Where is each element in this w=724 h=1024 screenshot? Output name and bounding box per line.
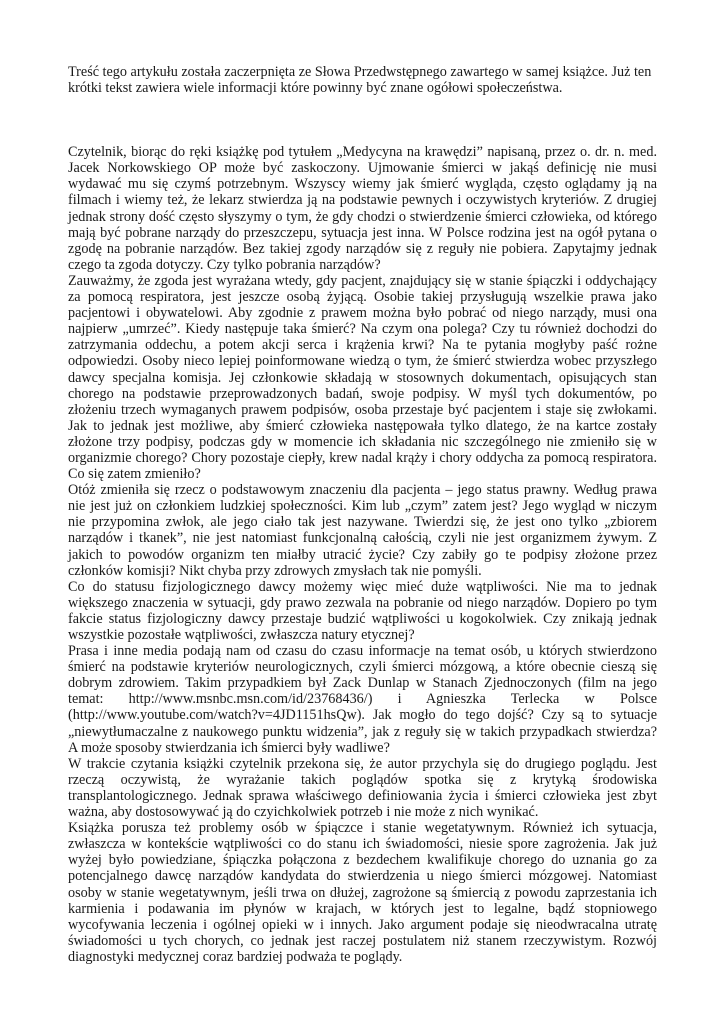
body-paragraph-6: W trakcie czytania książki czytelnik przekona się, że autor przychyla się do drugiego poglądu. Jest rzeczą oczywistą, że wyrażanie takich poglądów spotka się z krytyką środowiska transplantologicznego. Jednak sprawa właściwego definiowania życia i śmierci człowieka jest zbyt ważna, aby dostosowywać ją do czyichkolwiek potrzeb i nie może z nich wynikać.: [68, 755, 657, 821]
body-paragraph-5: Prasa i inne media podają nam od czasu do czasu informacje na temat osób, u których stwierdzono śmierć na podstawie kryteriów neurologicznych, czyli śmierci mózgową, a które obecnie cieszą się dobrym zdrowiem. Takim przypadkiem był Zack Dunlap w Stanach Zjednoczonych (film na jego temat: http://www.msnbc.msn.com/id/23768436/) i Agnieszka Terlecka w Polsce (http://www.youtube.com/watch?v=4JD1151hsQw). Jak mogło do tego dojść? Czy są to sytuacje „niewytłumaczalne z naukowego punktu widzenia”, jak z reguły się w takich przypadkach stwierdza? A może sposoby stwierdzania ich śmierci były wadliwe?: [68, 643, 657, 756]
body-paragraph-7: Książka porusza też problemy osób w śpiączce i stanie wegetatywnym. Również ich sytuacja, zwłaszcza w kontekście wątpliwości co do stanu ich świadomości, niesie spore zagrożenia. Jak już wyżej było powiedziane, śpiączka połączona z bezdechem kwalifikuje chorego do uznania go za potencjalnego dawcę narządów kandydata do stwierdzenia u niego śmierci mózgowej. Natomiast osoby w stanie wegetatywnym, jeśli trwa on dłużej, zagrożone są śmiercią z powodu zaprzestania ich karmienia i podawania im płynów w krajach, w których jest to legalne, bądź stopniowego wycofywania leczenia i ogólnej opieki w i innych. Jako argument podaje się nieodwracalna utratę świadomości u tych chorych, co jednak jest raczej postulatem niż stanem rzeczywistym. Rozwój diagnostyki medycznej coraz bardziej podważa te poglądy.: [68, 820, 657, 965]
body-paragraph-3: Otóż zmieniła się rzecz o podstawowym znaczeniu dla pacjenta – jego status prawny. Według prawa nie jest już on członkiem ludzkiej społeczności. Kim lub „czym” zatem jest? Jego wygląd w niczym nie przypomina zwłok, ale jego ciało tak jest nazywane. Twierdzi się, że jest ono tylko „zbiorem narządów i tkanek”, nie jest natomiast funkcjonalną całością, czyli nie jest organizmem żywym. Z jakich to powodów organizm ten miałby utracić życie? Czy zabiły go te podpisy złożone przez członków komisji? Nikt chyba przy zdrowych zmysłach tak nie pomyśli.: [68, 482, 657, 579]
body-paragraph-2: Zauważmy, że zgoda jest wyrażana wtedy, gdy pacjent, znajdujący się w stanie śpiączki i oddychający za pomocą respiratora, jest jeszcze osobą żyjącą. Osobie takiej przysługują wszelkie prawa jako pacjentowi i obywatelowi. Aby zgodnie z prawem można było pobrać od niego narządy, musi ona najpierw „umrzeć”. Kiedy następuje taka śmierć? Na czym ona polega? Czy tu również dochodzi do zatrzymania oddechu, a potem akcji serca i krążenia krwi? Na te pytania mogłyby paść rożne odpowiedzi. Osoby nieco lepiej poinformowane wiedzą o tym, że śmierć stwierdza wobec przyszłego dawcy specjalna komisja. Jej członkowie składają w stosownych dokumentach, opisujących stan chorego na podstawie przeprowadzonych badań, swoje podpisy. W myśl tych dokumentów, po złożeniu trzech wymaganych prawem podpisów, osoba przestaje być pacjentem i staje się zwłokami. Jak to jednak jest możliwe, aby śmierć człowieka następowała tylko dlatego, że na kartce zostały złożone trzy podpisy, podczas gdy w momencie ich składania nic szczególnego nie zmieniło się w organizmie chorego? Chory pozostaje ciepły, krew nadal krąży i chory oddycha za pomocą respiratora. Co się zatem zmieniło?: [68, 272, 657, 483]
body-paragraph-4: Co do statusu fizjologicznego dawcy możemy więc mieć duże wątpliwości. Nie ma to jednak większego znaczenia w sytuacji, gdy prawo zezwala na pobranie od niego narządów. Dopiero po tym fakcie status fizjologiczny dawcy przestaje budzić wątpliwości u kogokolwiek. Czy znikają jednak wszystkie pozostałe wątpliwości, zwłaszcza natury etycznej?: [68, 578, 657, 643]
document-page: [68, 64, 657, 965]
body-paragraph-1: Czytelnik, biorąc do ręki książkę pod tytułem „Medycyna na krawędzi” napisaną, przez o. dr. n. med. Jacek Norkowskiego OP może być zaskoczony. Ujmowanie śmierci w jakąś definicję nie musi wydawać mu się czymś potrzebnym. Wszyscy wiemy jak śmierć wygląda, często oglądamy ją na filmach i wiemy też, że lekarz stwierdza ją na podstawie pewnych i oczywistych kryteriów. Z drugiej jednak strony dość często słyszymy o tym, że gdy chodzi o stwierdzenie śmierci człowieka, od którego mają być pobrane narządy do przeszczepu, sytuacja jest inna. W Polsce rodzina jest na ogół pytana o zgodę na pobranie narządów. Bez takiej zgody narządów się z reguły nie pobiera. Zapytajmy jednak czego ta zgoda dotyczy. Czy tylko pobrania narządów?: [68, 144, 657, 273]
intro-paragraph: Treść tego artykułu została zaczerpnięta ze Słowa Przedwstępnego zawartego w samej książce. Już ten krótki tekst zawiera wiele informacji które powinny być znane ogółowi społeczeństwa.: [68, 64, 652, 97]
